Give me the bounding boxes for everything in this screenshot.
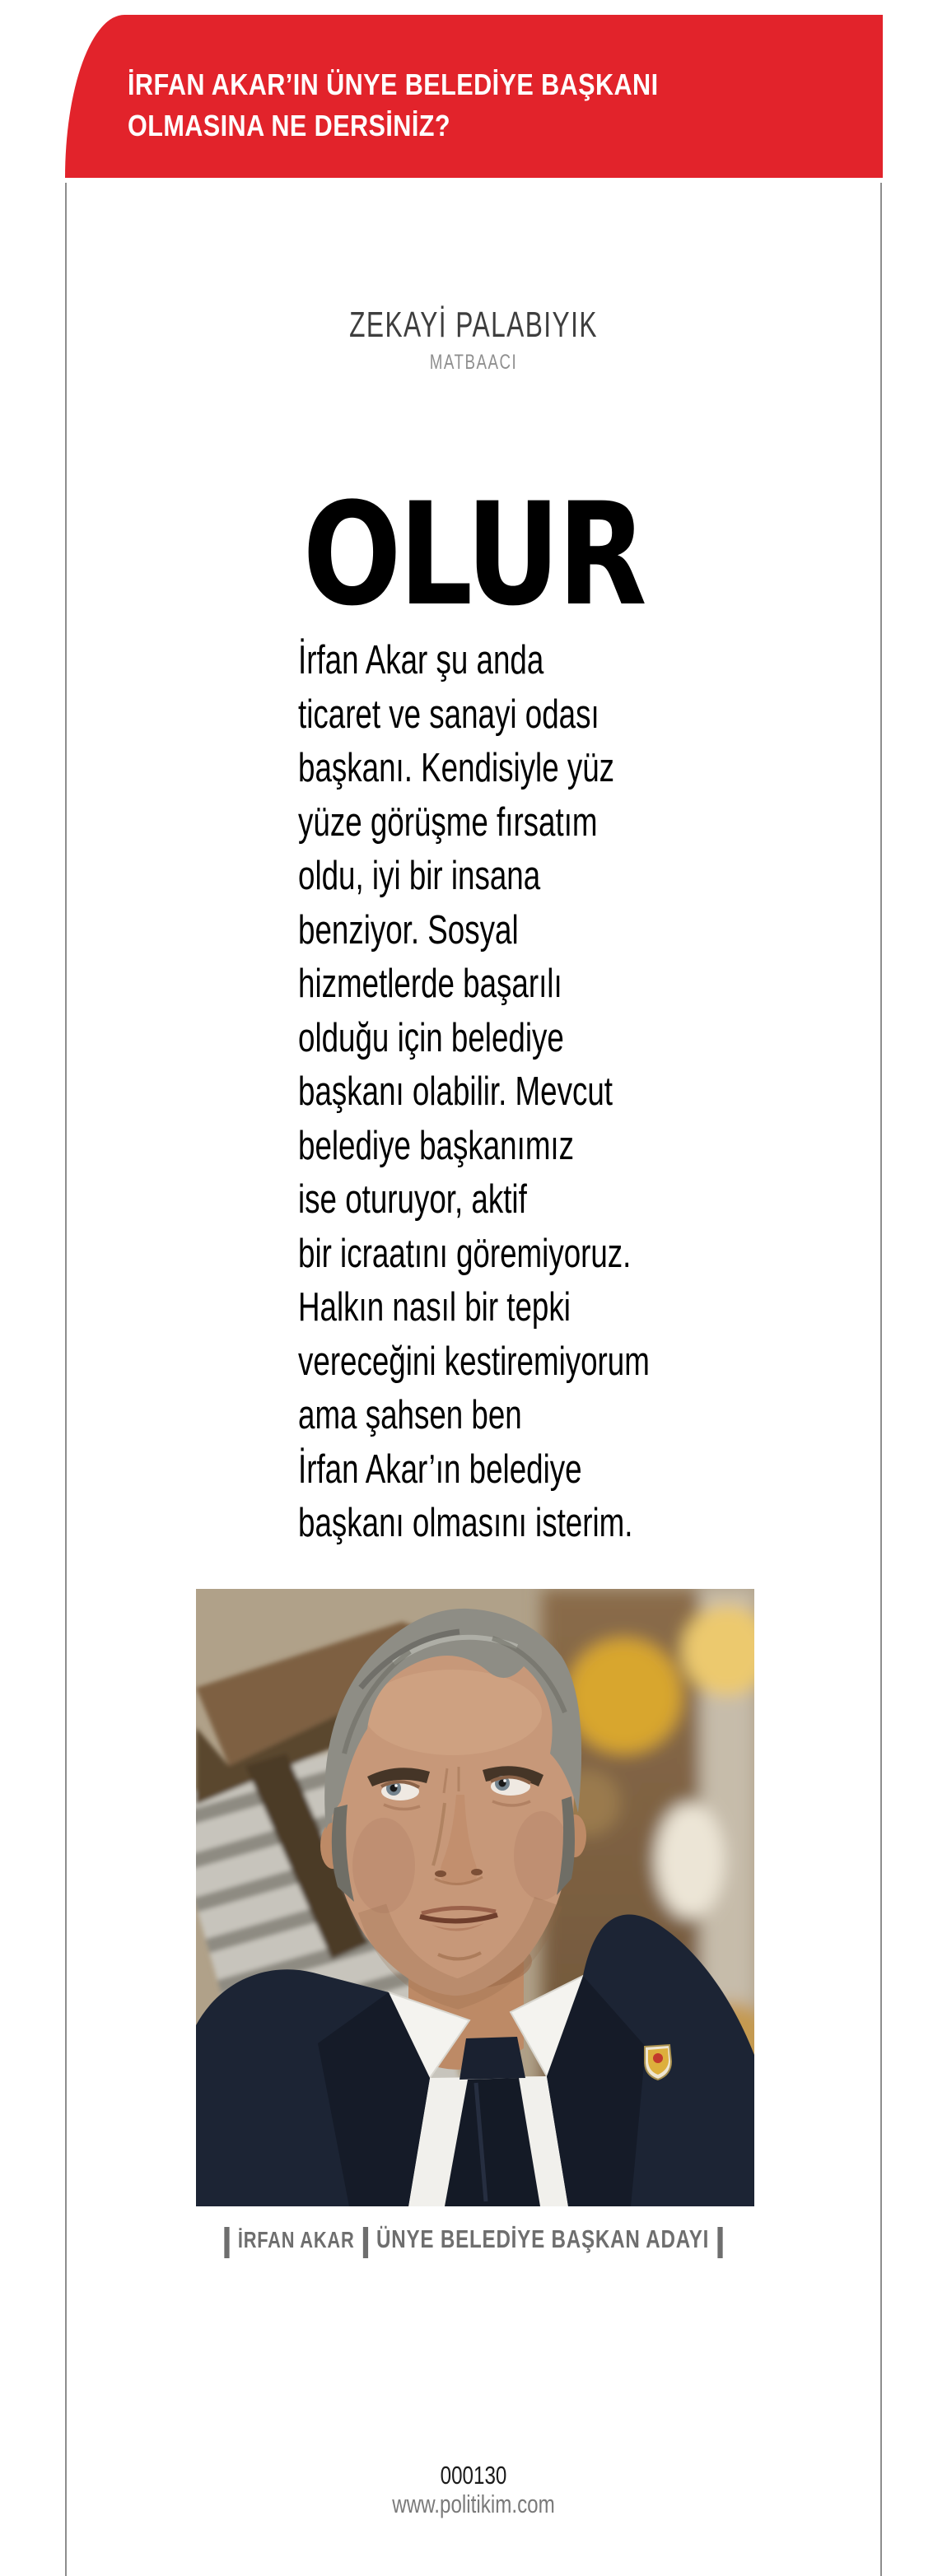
caption-name: İRFAN AKAR: [237, 2227, 355, 2252]
footer-code: 000130: [440, 2461, 507, 2490]
answer-headline: OLUR: [302, 472, 645, 637]
tie: [460, 2037, 525, 2080]
question-text: [128, 64, 658, 147]
caption-divider: [363, 2227, 368, 2258]
question-banner: [65, 15, 883, 178]
respondent-title: MATBAACI: [429, 351, 518, 374]
portrait-photo: [196, 1589, 754, 2206]
paragraph-line: oldu, iyi bir insana: [298, 854, 541, 898]
paragraph-line: İrfan Akar’ın belediye: [298, 1446, 582, 1492]
paragraph-line: ama şahsen ben: [298, 1393, 522, 1437]
footer-website: www.politikim.com: [392, 2490, 555, 2518]
paragraph-line: bir icraatını göremiyoruz.: [298, 1231, 632, 1276]
paragraph-line: olduğu için belediye: [298, 1015, 564, 1060]
photo-caption: [105, 2221, 843, 2262]
paragraph-line: ticaret ve sanayi odası: [298, 692, 599, 737]
paragraph-line: vereceğini kestiremiyorum: [298, 1339, 650, 1384]
left-border-line: [65, 183, 67, 2576]
respondent-name: ZEKAYİ PALABIYIK: [349, 305, 598, 345]
caption-divider: [717, 2227, 722, 2258]
question-line-2: OLMASINA NE DERSİNİZ?: [128, 109, 450, 142]
right-border-line: [880, 183, 882, 2576]
paragraph-line: belediye başkanımız: [298, 1123, 575, 1168]
paragraph-line: Halkın nasıl bir tepki: [298, 1285, 571, 1330]
paragraph-line: benziyor. Sosyal: [298, 907, 519, 953]
paragraph-line: başkanı olabilir. Mevcut: [298, 1069, 613, 1114]
caption-divider: [224, 2227, 229, 2258]
paragraph-line: yüze görüşme fırsatım: [298, 799, 598, 845]
paragraph-line: İrfan Akar şu anda: [298, 638, 544, 682]
paragraph-line: ise oturuyor, aktif: [298, 1177, 527, 1222]
irfan-akar-portrait: [196, 1589, 754, 2206]
answer-paragraph: [298, 634, 650, 1551]
question-line-1: İRFAN AKAR’IN ÜNYE BELEDİYE BAŞKANI: [128, 68, 659, 101]
caption-role: ÜNYE BELEDİYE BAŞKAN ADAYI: [376, 2224, 710, 2253]
paragraph-line: başkanı olmasını isterim.: [298, 1501, 633, 1545]
lapel-pin-icon: [645, 2045, 671, 2080]
paragraph-line: başkanı. Kendisiyle yüz: [298, 746, 615, 790]
paragraph-line: hizmetlerde başarılı: [298, 962, 562, 1006]
